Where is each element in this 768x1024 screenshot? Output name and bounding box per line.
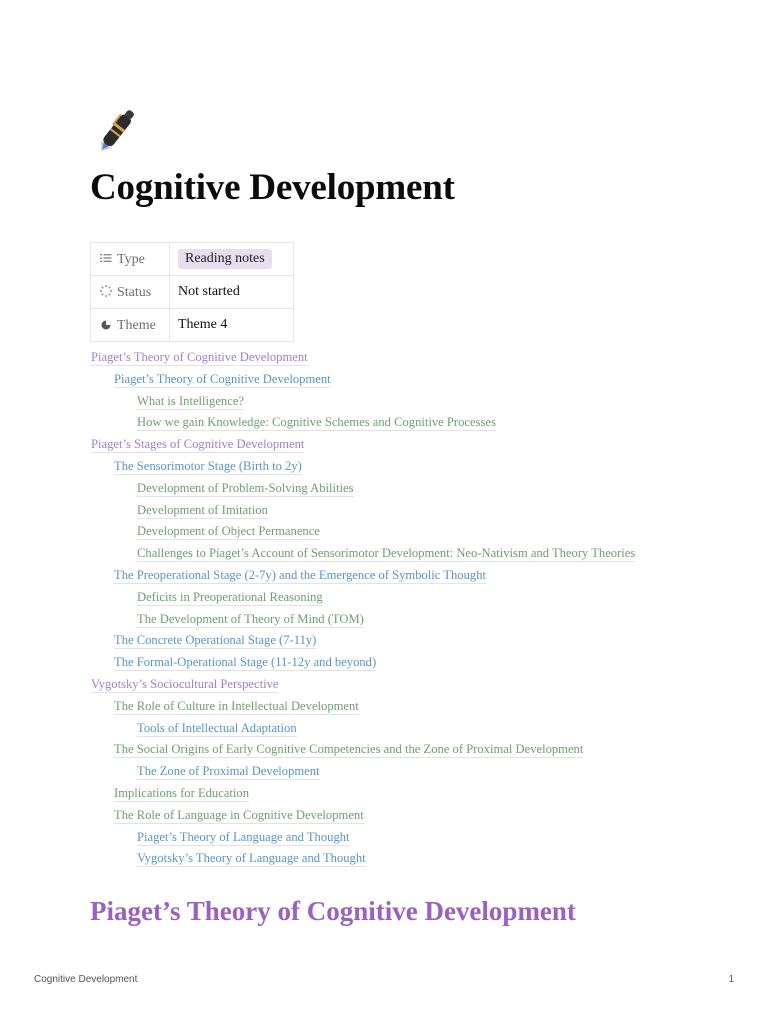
page-title: Cognitive Development <box>90 167 455 208</box>
toc-link[interactable]: Development of Imitation <box>137 502 268 517</box>
table-of-contents <box>91 347 731 870</box>
toc-link[interactable]: Piaget’s Stages of Cognitive Development <box>91 437 305 452</box>
toc-link[interactable]: The Formal-Operational Stage (11-12y and beyond) <box>114 655 377 670</box>
properties-table <box>90 242 294 342</box>
toc-link[interactable]: The Sensorimotor Stage (Birth to 2y) <box>114 458 302 473</box>
property-label: Type <box>117 251 145 267</box>
property-value-cell[interactable] <box>170 309 294 342</box>
property-row-status <box>91 276 294 309</box>
list-icon <box>99 251 113 265</box>
property-name-cell <box>91 276 170 309</box>
property-value-cell[interactable] <box>170 243 294 276</box>
toc-link[interactable]: Implications for Education <box>114 785 249 800</box>
fountain-pen-icon <box>88 98 150 158</box>
toc-link[interactable]: Development of Object Permanence <box>137 524 320 539</box>
toc-link[interactable]: Challenges to Piaget’s Account of Sensorimotor Development: Neo-Nativism and Theory Theories <box>137 546 636 561</box>
property-row-type <box>91 243 294 276</box>
toc-link[interactable]: Tools of Intellectual Adaptation <box>137 720 297 735</box>
toc-link[interactable]: The Development of Theory of Mind (TOM) <box>137 611 364 626</box>
type-tag[interactable]: Reading notes <box>178 249 272 269</box>
toc-link[interactable]: Piaget’s Theory of Cognitive Development <box>91 350 308 364</box>
toc-link[interactable]: The Social Origins of Early Cognitive Competencies and the Zone of Proximal Development <box>114 742 584 757</box>
toc-link[interactable]: The Role of Culture in Intellectual Development <box>114 698 359 713</box>
toc-link[interactable]: The Role of Language in Cognitive Development <box>114 807 364 822</box>
toc-link[interactable]: Piaget’s Theory of Language and Thought <box>137 829 350 844</box>
toc-link[interactable]: Deficits in Preoperational Reasoning <box>137 589 323 604</box>
status-value[interactable]: Not started <box>178 284 240 299</box>
toc-link[interactable]: The Preoperational Stage (2-7y) and the Emergence of Symbolic Thought <box>114 567 486 582</box>
toc-link[interactable]: The Concrete Operational Stage (7-11y) <box>114 633 317 648</box>
section-heading: Piaget’s Theory of Cognitive Development <box>90 896 576 926</box>
property-label: Theme <box>117 317 156 333</box>
property-label: Status <box>117 284 152 300</box>
toc-link[interactable]: The Zone of Proximal Development <box>137 764 320 779</box>
toc-link[interactable]: Vygotsky’s Sociocultural Perspective <box>91 676 279 691</box>
property-row-theme <box>91 309 294 342</box>
footer-title: Cognitive Development <box>34 974 138 985</box>
toc-link[interactable]: Piaget’s Theory of Cognitive Development <box>114 371 331 386</box>
footer-page-number: 1 <box>728 974 734 985</box>
property-name-cell <box>91 309 170 342</box>
toc-link[interactable]: Vygotsky’s Theory of Language and Thought <box>137 851 366 866</box>
toc-link[interactable]: How we gain Knowledge: Cognitive Schemes and Cognitive Processes <box>137 415 496 430</box>
property-value-cell[interactable] <box>170 276 294 309</box>
toc-link[interactable]: What is Intelligence? <box>137 393 244 408</box>
property-name-cell <box>91 243 170 276</box>
theme-value[interactable]: Theme 4 <box>178 317 228 332</box>
loading-icon <box>99 284 113 298</box>
toc-link[interactable]: Development of Problem-Solving Abilities <box>137 480 354 495</box>
pie-chart-icon <box>99 317 113 331</box>
